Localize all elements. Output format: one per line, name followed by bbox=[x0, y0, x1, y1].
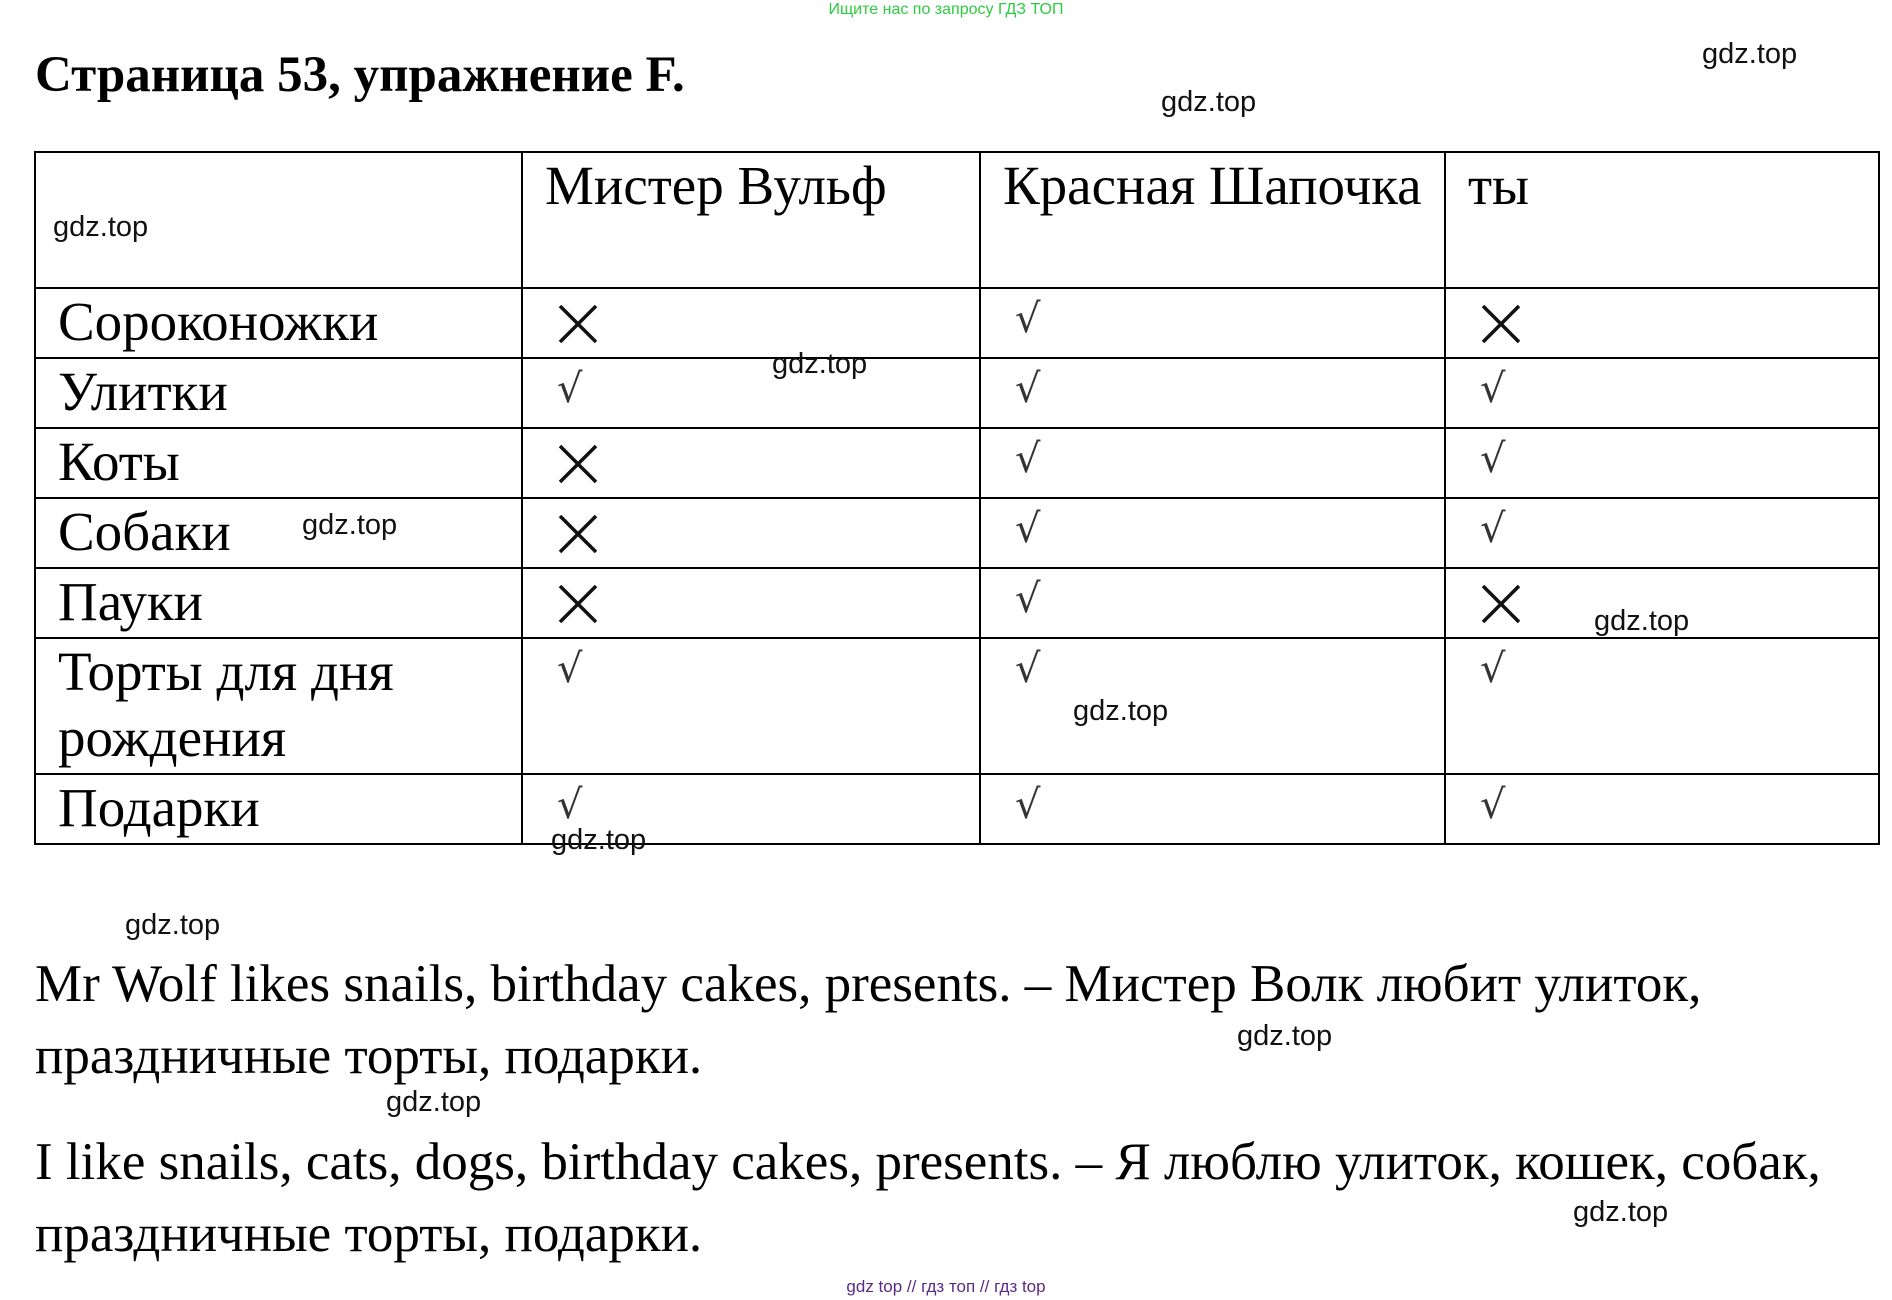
cross-icon bbox=[1478, 301, 1524, 347]
cross-icon bbox=[555, 441, 601, 487]
check-icon: √ bbox=[1015, 436, 1041, 482]
table-row bbox=[35, 358, 1879, 428]
mark-cell-mister-wolf bbox=[522, 568, 980, 638]
check-icon: √ bbox=[1015, 366, 1041, 412]
watermark: gdz.top bbox=[772, 348, 868, 380]
row-label-cell bbox=[35, 428, 522, 498]
mark-cell-mister-wolf bbox=[522, 358, 980, 428]
page-title: Страница 53, упражнение F. bbox=[35, 47, 685, 103]
table-header-row bbox=[35, 152, 1879, 288]
cross-icon bbox=[555, 581, 601, 627]
watermark: gdz.top bbox=[386, 1086, 482, 1118]
footer-text: gdz top // гдз топ // гдз top bbox=[846, 1277, 1046, 1296]
mark-cell-red-riding-hood bbox=[980, 498, 1445, 568]
mark-cell-mister-wolf bbox=[522, 288, 980, 358]
row-label: Улитки bbox=[58, 361, 228, 422]
check-icon: √ bbox=[1480, 366, 1506, 412]
row-label: Пауки bbox=[58, 571, 203, 632]
row-label-cell bbox=[35, 568, 522, 638]
row-label-cell bbox=[35, 638, 522, 774]
check-icon: √ bbox=[557, 782, 583, 828]
header-you: ты bbox=[1445, 152, 1879, 288]
watermark: gdz.top bbox=[1702, 38, 1798, 70]
header-mister-wolf: Мистер Вульф bbox=[522, 152, 980, 288]
cross-icon bbox=[555, 301, 601, 347]
row-label-cell bbox=[35, 358, 522, 428]
mark-cell-red-riding-hood bbox=[980, 288, 1445, 358]
mark-cell-mister-wolf bbox=[522, 428, 980, 498]
check-icon: √ bbox=[1480, 436, 1506, 482]
header-red-riding-hood: Красная Шапочка bbox=[980, 152, 1445, 288]
watermark: gdz.top bbox=[53, 211, 149, 243]
row-label: Коты bbox=[58, 431, 180, 492]
table-row bbox=[35, 638, 1879, 774]
paragraph-i-like: I like snails, cats, dogs, birthday cakes, presents. – Я люблю улиток, кошек, собак, праздничные торты, подарки. bbox=[35, 1133, 1821, 1263]
check-icon: √ bbox=[557, 646, 583, 692]
mark-cell-you bbox=[1445, 288, 1879, 358]
mark-cell-you bbox=[1445, 358, 1879, 428]
check-icon: √ bbox=[1015, 782, 1041, 828]
paragraph-wolf-likes: Mr Wolf likes snails, birthday cakes, presents. – Мистер Волк любит улиток, праздничные торты, подарки. bbox=[35, 955, 1702, 1085]
mark-cell-red-riding-hood bbox=[980, 774, 1445, 844]
check-icon: √ bbox=[1480, 506, 1506, 552]
row-label: Подарки bbox=[58, 777, 260, 838]
row-label: Сороконожки bbox=[58, 291, 379, 352]
check-icon: √ bbox=[1015, 506, 1041, 552]
mark-cell-mister-wolf bbox=[522, 638, 980, 774]
mark-cell-you bbox=[1445, 428, 1879, 498]
watermark: gdz.top bbox=[1161, 86, 1257, 118]
check-icon: √ bbox=[1015, 646, 1041, 692]
watermark: gdz.top bbox=[551, 824, 647, 856]
row-label-cell bbox=[35, 288, 522, 358]
mark-cell-you bbox=[1445, 498, 1879, 568]
watermark: gdz.top bbox=[1073, 695, 1169, 727]
mark-cell-red-riding-hood bbox=[980, 428, 1445, 498]
preferences-table bbox=[34, 151, 1880, 845]
row-label-cell bbox=[35, 774, 522, 844]
row-label-cell bbox=[35, 498, 522, 568]
mark-cell-you bbox=[1445, 774, 1879, 844]
watermark: gdz.top bbox=[125, 909, 221, 941]
mark-cell-you bbox=[1445, 638, 1879, 774]
table-row bbox=[35, 428, 1879, 498]
table-row bbox=[35, 288, 1879, 358]
check-icon: √ bbox=[1480, 782, 1506, 828]
mark-cell-red-riding-hood bbox=[980, 358, 1445, 428]
watermark: gdz.top bbox=[1237, 1020, 1333, 1052]
check-icon: √ bbox=[1015, 296, 1041, 342]
mark-cell-red-riding-hood bbox=[980, 638, 1445, 774]
check-icon: √ bbox=[1015, 576, 1041, 622]
cross-icon bbox=[1478, 581, 1524, 627]
top-banner-text: Ищите нас по запросу ГДЗ ТОП bbox=[828, 1, 1064, 18]
cross-icon bbox=[555, 511, 601, 557]
mark-cell-red-riding-hood bbox=[980, 568, 1445, 638]
check-icon: √ bbox=[557, 366, 583, 412]
check-icon: √ bbox=[1480, 646, 1506, 692]
table-body bbox=[35, 288, 1879, 844]
watermark: gdz.top bbox=[302, 509, 398, 541]
row-label: Торты для дня рождения bbox=[58, 641, 394, 768]
watermark: gdz.top bbox=[1573, 1196, 1669, 1228]
table-row bbox=[35, 774, 1879, 844]
watermark: gdz.top bbox=[1594, 605, 1690, 637]
row-label: Собаки bbox=[58, 501, 231, 562]
mark-cell-mister-wolf bbox=[522, 498, 980, 568]
